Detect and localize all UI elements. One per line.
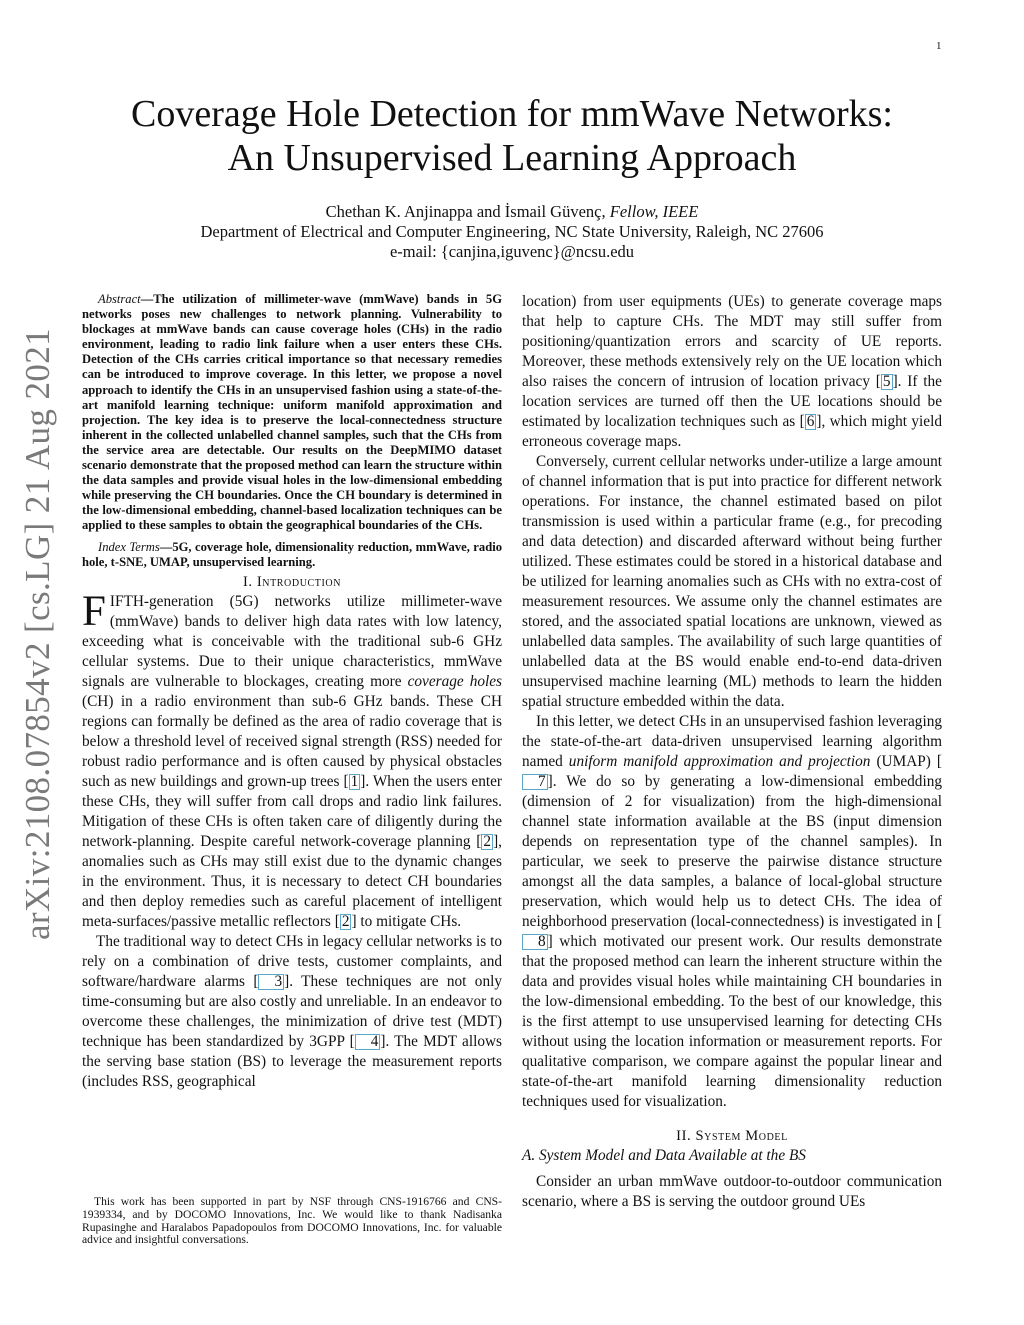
email: e-mail: {canjina,iguvenc}@ncsu.edu [389,242,635,261]
citation-number[interactable]: 4 [355,1034,381,1050]
citation-link[interactable]: [7 ] [522,753,942,790]
intro-paragraph-1 [82,587,503,932]
text-run: . These techniques are not only time-consuming but are also costly and unreliable. In an endeavor to overcome these challenges, the minimization of drive test (MDT) technique has been standardized by 3GPP [82,972,502,1050]
index-terms [82,540,502,570]
text-run: . We do so by generating a low-dimensional embedding (dimension of 2 for visualization) from the high-dimensional channel state information available at the BS (input dimension depends on representation type of the channel samples). In particular, we seek to preserve the pairwise distance structure amongst all the data samples, a balance of local-global structure preservation, which would help us to detect CHs. The idea of neighborhood preservation (local-connectedness) is investigated in [522,773,942,930]
text-run: In this letter, we detect CHs in an unsupervised fashion leveraging the state-of-the-art data-driven unsupervised learning algorithm named [522,713,942,770]
text-run: (CH) in a radio environment than sub-6 GHz bands. These CH regions can formally be defined as the area of radio coverage that is below a threshold level of received signal strength (RSS) needed for robust radio performance and is often caused by physical obstacles such as new buildings and grown-up trees [82,692,502,790]
text-run: (UMAP) [870,753,937,770]
subsection-heading: A. System Model and Data Available at the BS [522,1147,806,1164]
author-names: Chethan K. Anjinappa and İsmail Güvenç, [325,202,606,221]
paper-title [60,92,964,180]
section-heading-system-model: II. System Model [676,1128,788,1144]
right-column [522,292,942,1212]
text-run: , anomalies such as CHs may still exist due to the dynamic changes in the environment. Thus, it is necessary to detect CH boundaries and then deploy remedies such as careful placement of intelligent meta-surfaces/passive metallic reflectors [82,832,502,930]
citation-number[interactable]: 8 [522,934,548,950]
right-paragraph-3 [522,712,942,1112]
section-heading-introduction: I. Introduction [242,573,342,590]
citation-link[interactable]: [8 ] [522,913,942,950]
text-run: The traditional way to detect CHs in legacy cellular networks is to rely on a combination of drive tests, customer complaints, and software/hardware alarms [82,932,502,990]
intro-paragraph-2 [82,932,502,1092]
citation-number[interactable]: 7 [522,774,548,790]
text-run: , which might yield erroneous coverage maps. [522,413,942,450]
right-paragraph-4: Consider an urban mmWave outdoor-to-outdoor communication scenario, where a BS is serving the outdoor ground UEs [522,1173,942,1210]
abstract-label: Abstract [98,292,141,306]
author-names-line [60,202,964,222]
text-run: location) from user equipments (UEs) to generate coverage maps that help to capture CHs. The MDT may still suffer from positioning/quantization errors and scarcity of UE reports. Moreover, these methods extensively rely on the UE location which also raises the concern of intrusion of location privacy [522,293,942,390]
citation-number[interactable]: 2 [483,832,492,850]
arxiv-identifier-stamp: arXiv:2108.07854v2 [cs.LG] 21 Aug 2021 [18,327,57,940]
drop-cap: F [82,587,106,635]
citation-link[interactable]: [ 2 ] [476,832,499,850]
text-run: to mitigate CHs. [356,912,462,930]
text-run: which motivated our present work. Our results demonstrate that the proposed method can learn the inherent structure within the data and provides visual holes while maintaining CH boundaries in the low-dimensional embedding. To the best of our knowledge, this is the first attempt to use unsupervised learning for detecting CHs without using the location information or measurement reports. For qualitative comparison, we compare against the popular linear and state-of-the-art manifold learning dimensionality reduction techniques used for visualization. [522,933,942,1110]
affiliation: Department of Electrical and Computer Engineering, NC State University, Raleigh, NC 27606 [200,222,824,241]
emphasis: coverage holes [407,672,502,690]
citation-link[interactable]: [ 6 ] [799,413,822,430]
abstract-text: —The utilization of millimeter-wave (mmWave) bands in 5G networks poses new challenges to network planning. Vulnerability to blockages at mmWave bands can cause coverage holes (CHs) in the radio environment, leading to radio link failure when a user enters these CHs. Detection of the CHs carries critical importance so that necessary remedies can be introduced to improve coverage. In this letter, we propose a novel approach to identify the CHs in an unsupervised fashion using a state-of-the-art manifold learning technique: uniform manifold approximation and projection. The key idea is to preserve the local-connectedness structure inherent in the collected unlabelled channel samples, such that the CHs from the service area are detectable. Our results on the DeepMIMO dataset scenario demonstrate that the proposed method can learn the structure within the data samples and provide visual holes in the low-dimensional embedding while preserving the CH boundaries. Once the CH boundary is determined in the low-dimensional embedding, channel-based localization techniques can be applied to these samples to obtain the geographical boundaries of the CHs. [82,292,502,533]
text-run: . When the users enter these CHs, they will suffer from call drops and radio link failures. Mitigation of these CHs is often taken care of diligently during the network-planning. Despite careful network-coverage planning [82,772,503,850]
citation-link[interactable]: [ 4 ] [349,1032,386,1050]
text-run: IFTH-generation (5G) networks utilize millimeter-wave (mmWave) bands to deliver high data rates with low latency, exceeding what is conceivable with the traditional sub-6 GHz cellular systems. Due to their unique characteristics, mmWave signals are vulnerable to blockages, creating more [82,592,502,690]
citation-link[interactable]: [ 5 ] [875,373,898,390]
citation-number[interactable]: 6 [806,413,815,430]
author-fellow-title: Fellow, IEEE [609,202,699,221]
citation-number[interactable]: 5 [882,373,891,390]
emphasis: uniform manifold approximation and projection [568,753,871,770]
citation-number[interactable]: 3 [258,974,284,990]
title-line-2: An Unsupervised Learning Approach [227,137,797,179]
citation-link[interactable]: [ 2 ] [334,912,357,930]
text-run: . The MDT allows the serving base station (BS) to leverage the measurement reports (includes RSS, geographical [82,1032,502,1090]
page-number: 1 [936,40,942,52]
citation-number[interactable]: 1 [350,772,359,790]
title-line-1: Coverage Hole Detection for mmWave Networks: [131,93,893,135]
right-paragraph-2: Conversely, current cellular networks under-utilize a large amount of channel information that is put into practice for different network operations. For instance, the channel estimated based on pilot transmission is used within a particular frame (e.g., for precoding and data detection) and discarded afterward without being further utilized. These estimates could be stored in a historical database and be utilized for learning anomalies such as CHs with no extra-cost of measurement resources. We assume only the channel estimates are stored, and the associated spatial locations are unknown, viewed as unlabelled data samples. The availability of such large quantities of unlabelled data at the BS would enable end-to-end data-driven unsupervised machine learning (ML) methods to learn the hidden spatial structure embedded within the data. [522,453,942,710]
index-terms-label: Index Terms [98,539,160,554]
footnote [82,1196,502,1247]
text-run: . If the location services are turned off then the UE locations should be estimated by localization techniques such as [522,373,942,430]
citation-number[interactable]: 2 [341,912,350,930]
right-paragraph-1 [522,292,942,452]
abstract [82,292,502,534]
index-terms-text: —5G, coverage hole, dimensionality reduction, mmWave, radio hole, t-SNE, UMAP, unsupervised learning. [82,539,502,569]
footnote-text: This work has been supported in part by NSF through CNS-1916766 and CNS-1939334, and by DOCOMO Innovations, Inc. We would like to thank Nadisanka Rupasinghe and Haralabos Papadopoulos from DOCOMO Innovations, Inc. for valuable advice and insightful conversations. [82,1195,502,1247]
left-column [82,292,502,1092]
author-block [60,202,964,262]
citation-link[interactable]: [ 1 ] [343,772,366,790]
citation-link[interactable]: [ 3 ] [253,972,290,990]
